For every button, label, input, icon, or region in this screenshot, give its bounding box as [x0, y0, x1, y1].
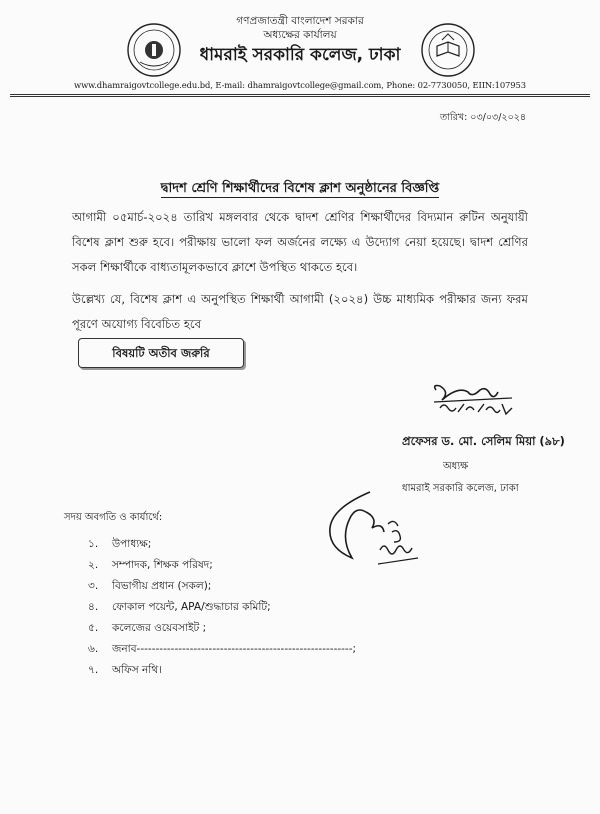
cc-item-number: ৬.: [88, 643, 99, 655]
header-rule-bottom: [10, 96, 590, 97]
notice-paragraph-1: আগামী ০৫মার্চ-২০২৪ তারিখ মঙ্গলবার থেকে দ্বাদশ শ্রেণির শিক্ষার্থীদের বিদ্যমান রুটিন অনুযায়ী বিশেষ ক্লাশ শুরু হবে। পরীক্ষায় ভালো ফল অর্জনের লক্ষ্যে এ উদ্যোগ নেয়া হয়েছে। দ্বাদশ শ্রেণির সকল শিক্ষার্থীকে বাধ্যতামূলকভাবে ক্লাশে উপস্থিত থাকতে হবে।: [72, 210, 528, 274]
signer-college: ধামরাই সরকারি কলেজ, ঢাকা: [402, 483, 519, 494]
cc-item-text: উপাধ্যক্ষ;: [112, 538, 152, 550]
signer-name: প্রফেসর ড. মো. সেলিম মিয়া (৯৮): [402, 434, 565, 448]
cc-item-number: ৪.: [88, 601, 99, 613]
cc-item: [88, 618, 356, 639]
cc-item: [88, 597, 356, 618]
cc-item-text: বিভাগীয় প্রধান (সকল);: [112, 580, 212, 592]
letterhead: [0, 14, 600, 66]
notice-title: [0, 179, 600, 200]
cc-item-number: ২.: [88, 559, 99, 571]
cc-item-number: ৫.: [88, 622, 99, 634]
cc-item-text: অফিস নথি।: [112, 664, 162, 676]
notice-paragraph-2: উল্লেখ্য যে, বিশেষ ক্লাশ এ অনুপস্থিত শিক্ষার্থী আগামী (২০২৪) উচ্চ মাধ্যমিক পরীক্ষার জন্য ফরম পূরণে অযোগ্য বিবেচিত হবে: [72, 292, 528, 331]
cc-item: [88, 555, 356, 576]
cc-item: [88, 576, 356, 597]
cc-item: [88, 639, 356, 660]
notice-date: তারিখ: ০৩/০৩/২০২৪: [440, 112, 527, 123]
college-name: ধামরাই সরকারি কলেজ, ঢাকা: [199, 45, 401, 65]
cc-item-number: ১.: [88, 538, 99, 550]
cc-item: [88, 660, 356, 681]
cc-item: [88, 534, 356, 555]
contact-line: www.dhamraigovtcollege.edu.bd, E-mail: dhamraigovtcollege@gmail.com, Phone: 02-7730050, EIIN:107953: [74, 80, 526, 90]
government-line: গণপ্রজাতন্ত্রী বাংলাদেশ সরকার: [236, 15, 364, 27]
cc-list: [88, 534, 356, 681]
office-line: অধ্যক্ষের কার্যালয়: [263, 29, 337, 41]
urgent-notice-box: বিষয়টি অতীব জরুরি: [78, 338, 244, 368]
cc-item-text: সম্পাদক, শিক্ষক পরিষদ;: [112, 559, 213, 571]
cc-item-text: ফোকাল পয়েন্ট, APA/শুদ্ধাচার কমিটি;: [112, 601, 271, 613]
cc-item-number: ৭.: [88, 664, 99, 676]
cc-item-number: ৩.: [88, 580, 99, 592]
principal-signature: [428, 382, 520, 426]
notice-title-text: দ্বাদশ শ্রেণি শিক্ষার্থীদের বিশেষ ক্লাশ অনুষ্ঠানের বিজ্ঞপ্তি: [160, 181, 440, 196]
cc-item-text: জনাব---------------------------------------------------------;: [112, 643, 357, 655]
cc-heading: সদয় অবগতি ও কার্যার্থে:: [64, 512, 163, 523]
cc-item-text: কলেজের ওয়েবসাইট ;: [112, 622, 207, 634]
header-rule-top: [10, 94, 590, 95]
signer-title: অধ্যক্ষ: [443, 461, 469, 472]
